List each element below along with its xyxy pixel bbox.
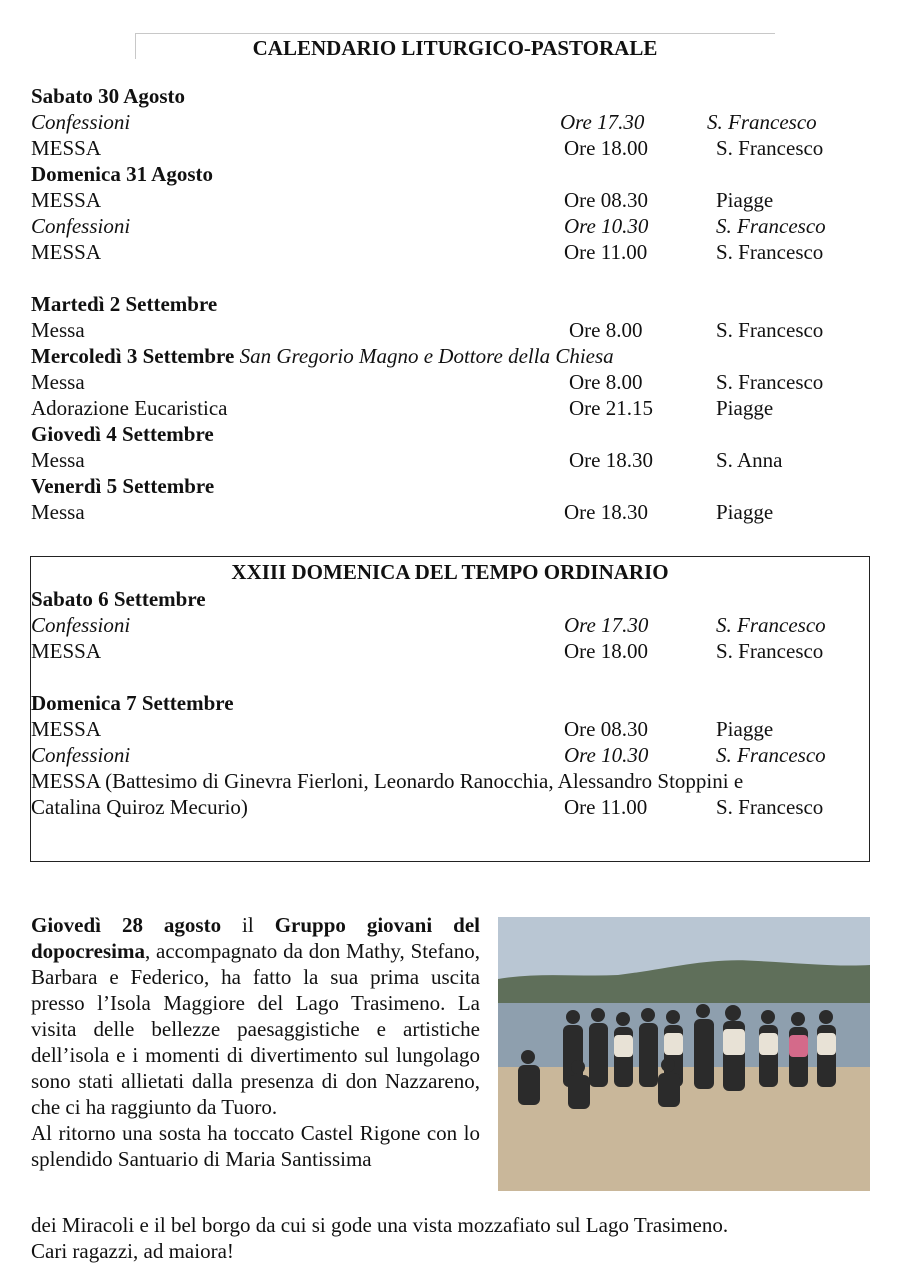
day-label: Mercoledì 3 Settembre <box>31 344 235 368</box>
time-label: Ore 10.30 <box>564 214 649 238</box>
activity-label: Messa <box>31 448 85 472</box>
time-label: Ore 17.30 <box>560 110 645 134</box>
article-paragraph <box>31 912 480 1172</box>
time-label: Ore 8.00 <box>569 318 643 342</box>
time-label: Ore 18.30 <box>569 448 653 472</box>
activity-label: Confessioni <box>31 613 131 637</box>
day-heading <box>31 343 614 369</box>
day-heading <box>31 421 214 447</box>
time-label: Ore 8.00 <box>569 370 643 394</box>
time-label: Ore 18.00 <box>564 639 648 663</box>
day-heading <box>31 586 206 612</box>
place-label: Piagge <box>716 717 774 741</box>
activity-label: Messa <box>31 370 85 394</box>
time-label: Ore 18.00 <box>564 136 648 160</box>
page-title: CALENDARIO LITURGICO-PASTORALE <box>252 36 658 60</box>
header-rule <box>135 33 775 34</box>
activity-label: MESSA <box>31 240 102 264</box>
day-heading <box>31 161 213 187</box>
place-label: Piagge <box>716 396 774 420</box>
place-label: S. Francesco <box>716 240 824 264</box>
feast-label: San Gregorio Magno e Dottore della Chiesa <box>239 344 614 368</box>
time-label: Ore 11.00 <box>564 240 648 264</box>
article-closing: Cari ragazzi, ad maiora! <box>31 1239 234 1263</box>
place-label: S. Anna <box>716 448 783 472</box>
day-heading <box>31 690 234 716</box>
sunday-box-title: XXIII DOMENICA DEL TEMPO ORDINARIO <box>231 560 669 584</box>
day-label: Giovedì 4 Settembre <box>31 422 214 446</box>
article-text-2: Al ritorno una sosta ha toccato Castel Rigone con lo splendido Santuario di Maria Santissima <box>31 1121 480 1171</box>
place-label: S. Francesco <box>716 136 824 160</box>
place-label: Piagge <box>716 188 774 212</box>
activity-label: MESSA (Battesimo di Ginevra Fierloni, Leonardo Ranocchia, Alessandro Stoppini e <box>31 769 744 793</box>
place-label: S. Francesco <box>716 795 824 819</box>
activity-label: MESSA <box>31 188 102 212</box>
place-label: S. Francesco <box>716 613 826 637</box>
activity-label: Catalina Quiroz Mecurio) <box>31 795 248 819</box>
group-photo <box>498 917 870 1191</box>
day-label: Venerdì 5 Settembre <box>31 474 215 498</box>
day-label: Domenica 31 Agosto <box>31 162 213 186</box>
activity-label: Adorazione Eucaristica <box>31 396 228 420</box>
day-label: Sabato 6 Settembre <box>31 587 206 611</box>
place-label: S. Francesco <box>716 318 824 342</box>
activity-label: Messa <box>31 500 85 524</box>
time-label: Ore 11.00 <box>564 795 648 819</box>
place-label: S. Francesco <box>716 743 826 767</box>
article-date: Giovedì 28 agosto <box>31 913 222 937</box>
activity-label: MESSA <box>31 136 102 160</box>
day-label: Martedì 2 Settembre <box>31 292 218 316</box>
place-label: S. Francesco <box>716 214 826 238</box>
place-label: S. Francesco <box>707 110 817 134</box>
time-label: Ore 21.15 <box>569 396 653 420</box>
place-label: S. Francesco <box>716 370 824 394</box>
place-label: Piagge <box>716 500 774 524</box>
article-text: il <box>221 913 275 937</box>
day-heading <box>31 291 217 317</box>
activity-label: Confessioni <box>31 110 131 134</box>
time-label: Ore 08.30 <box>564 717 648 741</box>
day-label: Sabato 30 Agosto <box>31 84 186 108</box>
time-label: Ore 17.30 <box>564 613 649 637</box>
time-label: Ore 08.30 <box>564 188 648 212</box>
activity-label: MESSA <box>31 639 102 663</box>
group-photo-image <box>498 917 870 1191</box>
day-heading <box>31 473 214 499</box>
activity-label: MESSA <box>31 717 102 741</box>
activity-label: Messa <box>31 318 85 342</box>
article-group: Gruppo giovani del dopocresima <box>31 913 480 963</box>
article-text: , accompagnato da don Mathy, Stefano, Barbara e Federico, ha fatto la sua prima uscita presso l’Isola Maggiore del Lago Trasimeno. La visita delle bellezze paesaggistiche e artistiche dell’isola e i momenti di divertimento sul lungolago sono stati allietati dalla presenza di don Nazzareno, che ci ha raggiunto da Tuoro. <box>31 939 480 1119</box>
activity-label: Confessioni <box>31 743 131 767</box>
day-label: Domenica 7 Settembre <box>31 691 234 715</box>
article-tail-line: dei Miracoli e il bel borgo da cui si gode una vista mozzafiato sul Lago Trasimeno. <box>31 1213 729 1237</box>
day-heading <box>31 83 185 109</box>
place-label: S. Francesco <box>716 639 824 663</box>
time-label: Ore 18.30 <box>564 500 648 524</box>
activity-label: Confessioni <box>31 214 131 238</box>
time-label: Ore 10.30 <box>564 743 649 767</box>
